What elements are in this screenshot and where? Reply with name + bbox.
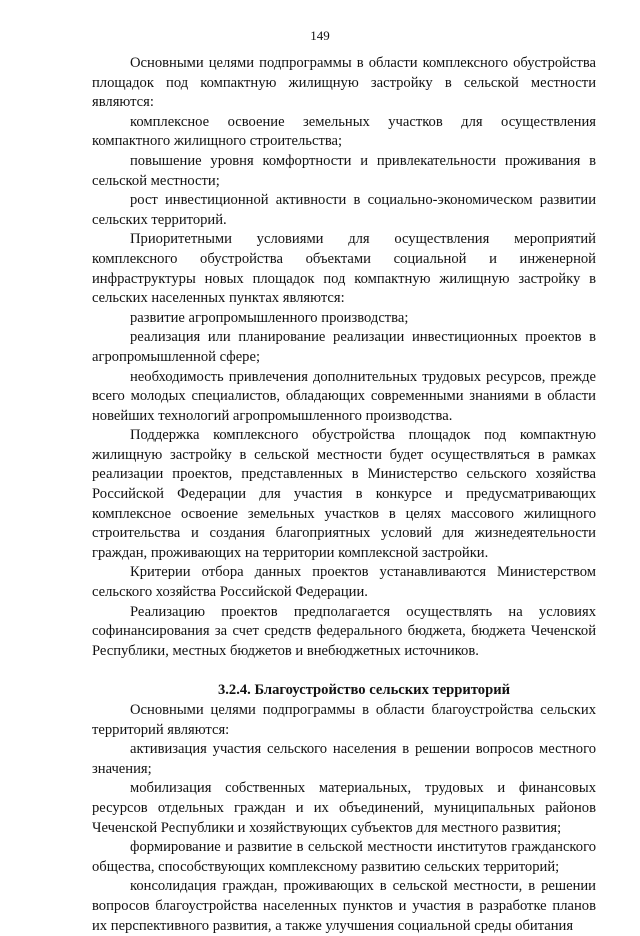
paragraph: Поддержка комплексного обустройства площадок под компактную жилищную застройку в сельской местности будет осуществляться в рамках реализации проектов, представленных в Министерство сельского хозяйства Российской Федерации для участия в конкурсе и предусматривающих комплексное освоение земельных участков в целях массового жилищного строительства и создания благоприятных условий для жизнедеятельности граждан, проживающих на территории комплексной застройки.	[92, 427, 596, 561]
section-heading: 3.2.4. Благоустройство сельских территорий	[217, 682, 511, 699]
paragraph: Реализацию проектов предполагается осуществлять на условиях софинансирования за счет средств федерального бюджета, бюджета Чеченской Республики, местных бюджетов и внебюджетных источников.	[92, 603, 596, 659]
paragraph: развитие агропромышленного производства;	[130, 309, 409, 326]
paragraph: консолидация граждан, проживающих в сельской местности, в решении вопросов благоустройства населенных пунктов и участия в разработке планов их перспективного развития, а также улучшения социальной среды обитания	[92, 878, 596, 934]
document-body	[92, 54, 596, 936]
paragraph: Приоритетными условиями для осуществления мероприятий комплексного обустройства объектами социальной и инженерной инфраструктуры новых площадок под компактную жилищную застройку в сельских населенных пунктах являются:	[92, 231, 596, 307]
paragraph: реализация или планирование реализации инвестиционных проектов в агропромышленной сфере;	[92, 329, 596, 365]
paragraph: формирование и развитие в сельской местности институтов гражданского общества, способствующих комплексному развитию сельских территорий;	[92, 839, 596, 875]
paragraph: комплексное освоение земельных участков для осуществления компактного жилищного строительства;	[92, 113, 596, 150]
paragraph: Основными целями подпрограммы в области благоустройства сельских территорий являются:	[92, 702, 596, 738]
paragraph: необходимость привлечения дополнительных трудовых ресурсов, прежде всего молодых специалистов, обладающих современными знаниями в области новейших технологий агропромышленного производства.	[92, 368, 596, 424]
page-number: 149	[310, 28, 330, 43]
paragraph: мобилизация собственных материальных, трудовых и финансовых ресурсов отдельных граждан и их объединений, муниципальных районов Чеченской Республики и хозяйствующих субъектов для местного развития;	[92, 780, 596, 836]
paragraph: Основными целями подпрограммы в области комплексного обустройства площадок под компактную жилищную застройку в сельской местности являются:	[92, 55, 596, 111]
paragraph: повышение уровня комфортности и привлекательности проживания в сельской местности;	[92, 152, 596, 189]
paragraph: Критерии отбора данных проектов устанавливаются Министерством сельского хозяйства Российской Федерации.	[92, 564, 596, 601]
paragraph: рост инвестиционной активности в социально-экономическом развитии сельских территорий.	[92, 192, 596, 228]
paragraph: активизация участия сельского населения в решении вопросов местного значения;	[92, 741, 596, 777]
